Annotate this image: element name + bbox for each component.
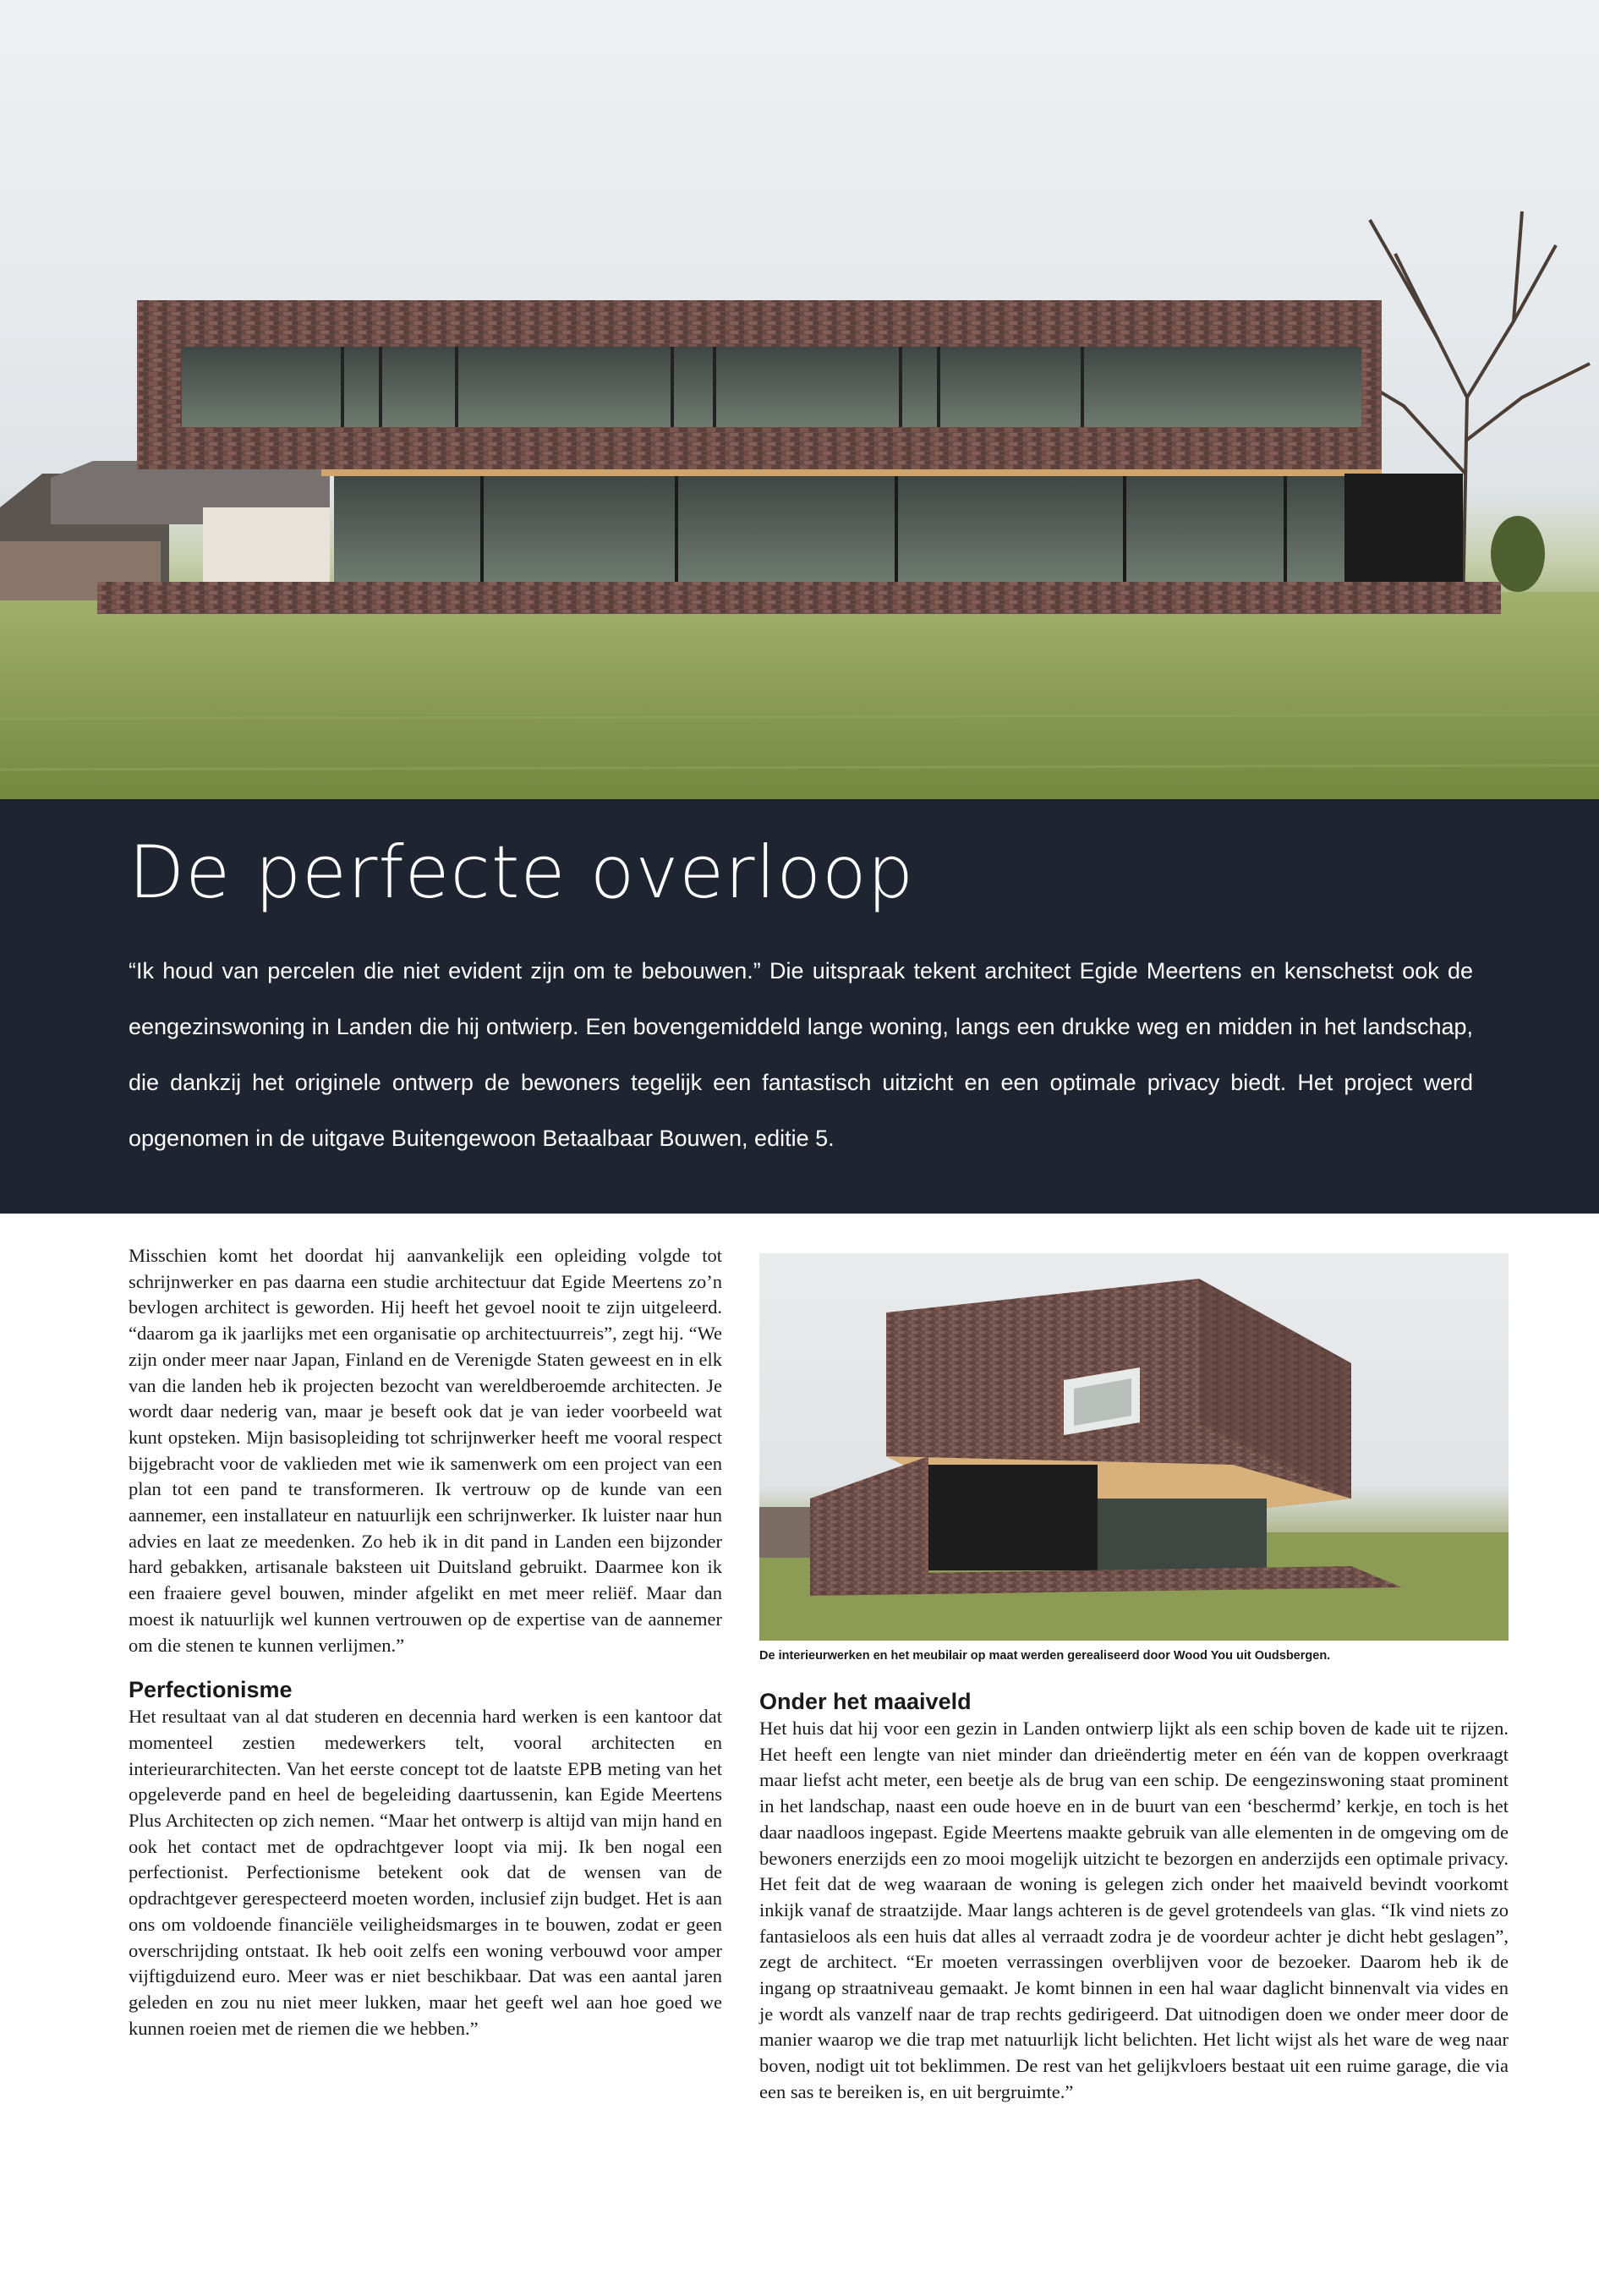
body-paragraph: Het huis dat hij voor een gezin in Landen ontwierp lijkt als een schip boven de kade uit te rijzen. Het heeft een lengte van niet minder dan drieëndertig meter en één van de koppen overkraagt maar liefst acht meter, een beetje als de brug van een schip. De eengezinswoning staat prominent in het landschap, naast een oude hoeve en in de buurt van een ‘beschermd’ kerkje, en toch is het daar naadloos ingepast. Egide Meertens maakte gebruik van alle elementen in de omgeving om de bewoners enerzijds een zo mooi mogelijk uitzicht te bezorgen en anderzijds een optimale privacy. Het feit dat de weg waaraan de woning is gelegen zich onder het maaiveld bevindt voorkomt inkijk vanaf de straatzijde. Maar langs achteren is de gevel grotendeels van glas. “Ik vind niets zo fantasieloos als een huis dat alles al verraadt zodra je de voordeur achter je dicht hebt geslagen”, zegt de architect. “Er moeten verrassingen overblijven voor de bezoeker. Daarom heb ik de ingang op straatniveau gemaakt. Je komt binnen in een hal waar daglicht binnenvalt via vides en je wordt als vanzelf naar de trap rechts gedirigeerd. Dat uitnodigen doen we onder meer door de manier waarop we die trap met natuurlijk licht belichten. Het licht wijst als het ware de weg naar boven, nodigt uit tot beklimmen. De rest van het gelijkvloers bestaat uit een ruime garage, die via een sas te bereiken is, en uit bergruimte.”	[759, 1718, 1509, 2102]
column-right	[759, 1687, 1509, 2106]
subheading-perfectionisme: Perfectionisme	[129, 1677, 293, 1703]
house-illustration	[0, 0, 1599, 799]
hero-photo	[0, 0, 1599, 799]
subheading-onder-het-maaiveld: Onder het maaiveld	[759, 1689, 972, 1714]
cantilever-photo	[759, 1253, 1509, 1641]
body-paragraph: Misschien komt het doordat hij aanvankelijk een opleiding volgde tot schrijnwerker en pas daarna een studie architectuur dat Egide Meertens zo’n bevlogen architect is geworden. Hij heeft het gevoel nooit te zijn uitgeleerd. “daarom ga ik jaarlijks met een organisatie op architectuurreis”, zegt hij. “We zijn onder meer naar Japan, Finland en de Verenigde Staten geweest en in elk van die landen heb ik projecten bezocht van wereldberoemde architecten. Je wordt daar nederig van, maar je beseft ook dat je van ieder voorbeeld wat kunt opsteken. Mijn basisopleiding tot schrijnwerker heeft me vooral respect bijgebracht voor de vaklieden met wie ik samenwerk om een project van een plan tot een pand te transformeren. Ik vertrouw op de kunde van een aannemer, een installateur en natuurlijk een schrijnwerker. Ik luister naar hun advies en laat ze meedenken. Zo heb ik in dit pand in Landen een bijzonder hard gebakken, artisanale baksteen uit Duitsland gebruikt. Daarmee kon ik een fraaiere gevel bouwen, minder afgelikt en met meer reliëf. Maar dan moest ik natuurlijk wel kunnen vertrouwen op de expertise van de aannemer om die stenen te kunnen verlijmen.”	[129, 1245, 722, 1656]
article-intro: “Ik houd van percelen die niet evident zijn om te bebouwen.” Die uitspraak tekent architect Egide Meertens en kenschetst ook de eengezinswoning in Landen die hij ontwierp. Een bovengemiddeld lange woning, langs een drukke weg en midden in het landschap, die dankzij het originele ontwerp de bewoners tegelijk een fantastisch uitzicht en een optimale privacy biedt. Het project werd opgenomen in de uitgave Buitengewoon Betaalbaar Bouwen, editie 5.	[129, 958, 1473, 1151]
cantilever-illustration	[759, 1253, 1509, 1641]
photo-caption: De interieurwerken en het meubilair op maat werden gerealiseerd door Wood You uit Oudsbergen.	[759, 1649, 1331, 1663]
article-title: De perfecte overloop	[129, 830, 915, 915]
body-paragraph: Het resultaat van al dat studeren en decennia hard werken is een kantoor dat momenteel zestien medewerkers telt, vooral architecten en interieurarchitecten. Van het eerste concept tot de laatste EPB meting van het opgeleverde pand en heel de begeleiding daartussenin, kan Egide Meertens Plus Architecten op zich nemen. “Maar het ontwerp is altijd van mijn hand en ook het contact met de opdrachtgever loopt via mij. Ik ben nogal een perfectionist. Perfectionisme betekent ook dat de wensen van de opdrachtgever gerespecteerd moeten worden, inclusief zijn budget. Het is aan ons om voldoende financiële veiligheidsmarges in te bouwen, zodat er geen overschrijding ontstaat. Ik heb ooit zelfs een woning verbouwd voor amper vijftigduizend euro. Meer was er niet beschikbaar. Dat was een aantal jaren geleden en zou nu niet meer lukken, maar het geeft wel aan hoe goed we kunnen roeien met de riemen die we hebben.”	[129, 1706, 722, 2039]
column-left	[129, 1243, 722, 2041]
